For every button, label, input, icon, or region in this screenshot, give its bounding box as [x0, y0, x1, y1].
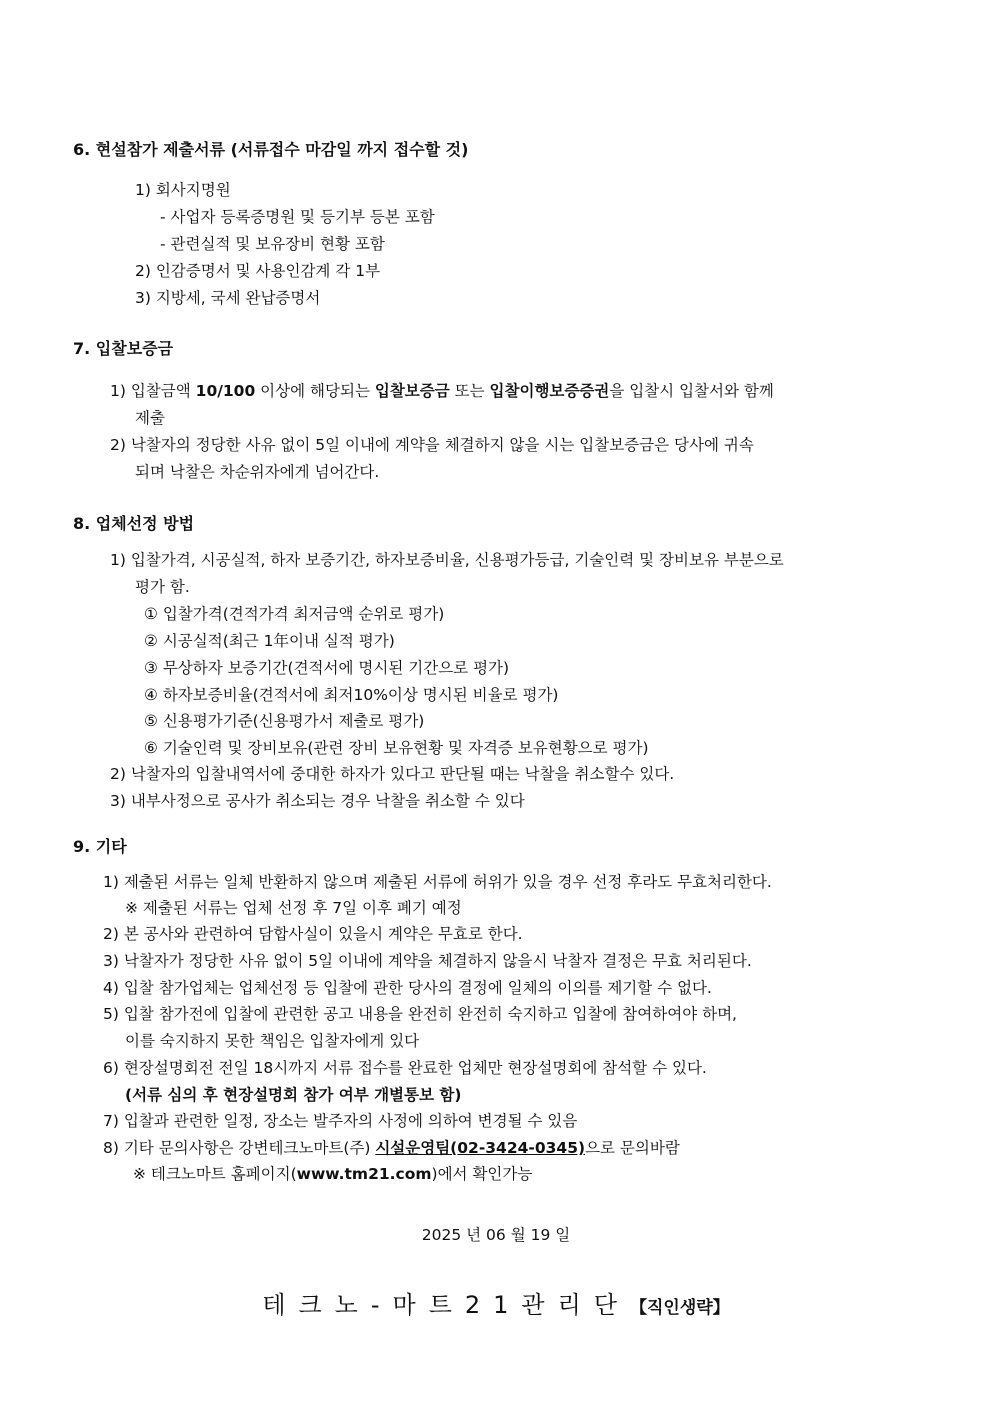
s9-item-1: 1) 제출된 서류는 일체 반환하지 않으며 제출된 서류에 허위가 있을 경우 선정 후라도 무효처리한다. — [103, 873, 772, 891]
s8-criterion-1: ① 입찰가격(견적가격 최저금액 순위로 평가) — [144, 605, 445, 623]
s9-item-8 — [103, 1138, 680, 1158]
s6-item-3: 3) 지방세, 국세 완납증명서 — [135, 289, 321, 307]
s8-criterion-3: ③ 무상하자 보증기간(견적서에 명시된 기간으로 평가) — [144, 659, 510, 677]
s7-item-2-cont: 되며 낙찰은 차순위자에게 넘어간다. — [135, 463, 380, 481]
section-9-title: 9. 기타 — [73, 837, 127, 856]
s7-item-1-cont: 제출 — [135, 409, 165, 427]
s9-item-6: 6) 현장설명회전 전일 18시까지 서류 접수를 완료한 업체만 현장설명회에 참석할 수 있다. — [103, 1059, 707, 1077]
organization-name: 테크노-마트21관리단 — [262, 1291, 630, 1319]
s7-item-1-deposit: 입찰보증금 — [374, 382, 450, 400]
s9-item-6-bold-note: (서류 심의 후 현장설명회 참가 여부 개별통보 함) — [125, 1086, 462, 1104]
s7-item-1-pre: 1) 입찰금액 — [110, 382, 196, 400]
s8-criterion-6: ⑥ 기술인력 및 장비보유(관련 장비 보유현황 및 자격증 보유현황으로 평가) — [144, 739, 649, 757]
s7-item-1 — [110, 381, 774, 401]
s9-item-8-post: 으로 문의바람 — [585, 1139, 680, 1157]
s6-item-1a: - 사업자 등록증명원 및 등기부 등본 포함 — [160, 208, 435, 226]
s9-item-8-note — [133, 1164, 532, 1184]
s8-criterion-2: ② 시공실적(최근 1年이내 실적 평가) — [144, 632, 395, 650]
s7-item-1-mid2: 또는 — [449, 382, 490, 400]
s7-item-1-bond: 입찰이행보증증권 — [489, 382, 610, 400]
s9-item-4: 4) 입찰 참가업체는 업체선정 등 입찰에 관한 당사의 결정에 일체의 이의를 제기할 수 없다. — [103, 979, 712, 997]
seal-note: 【직인생략】 — [629, 1298, 730, 1318]
s9-item-1-note: ※ 제출된 서류는 업체 선정 후 7일 이후 폐기 예정 — [125, 899, 462, 917]
signature-line — [0, 1290, 992, 1323]
s7-item-1-ratio: 10/100 — [195, 382, 256, 400]
s6-item-2: 2) 인감증명서 및 사용인감계 각 1부 — [135, 262, 381, 280]
document-date: 2025 년 06 월 19 일 — [421, 1226, 571, 1244]
section-7-title: 7. 입찰보증금 — [73, 339, 174, 358]
s6-item-1: 1) 회사지명원 — [135, 181, 231, 199]
section-8-title: 8. 업체선정 방법 — [73, 514, 195, 533]
s6-item-1b: - 관련실적 및 보유장비 현황 포함 — [160, 235, 385, 253]
s9-item-2: 2) 본 공사와 관련하여 담합사실이 있을시 계약은 무효로 한다. — [103, 925, 523, 943]
s8-item-3: 3) 내부사정으로 공사가 취소되는 경우 낙찰을 취소할 수 있다 — [110, 792, 525, 810]
section-6-title: 6. 현설참가 제출서류 (서류접수 마감일 까지 접수할 것) — [73, 140, 469, 159]
s9-item-8-pre: 8) 기타 문의사항은 강변테크노마트(주) — [103, 1139, 376, 1157]
s9-item-5: 5) 입찰 참가전에 입찰에 관련한 공고 내용을 완전히 완전히 숙지하고 입찰에 참여하여야 하며, — [103, 1005, 737, 1023]
s7-item-1-mid1: 이상에 해당되는 — [255, 382, 375, 400]
s9-item-7: 7) 입찰과 관련한 일정, 장소는 발주자의 사정에 의하여 변경될 수 있음 — [103, 1112, 578, 1130]
s8-criterion-5: ⑤ 신용평가기준(신용평가서 제출로 평가) — [144, 712, 425, 730]
s7-item-2: 2) 낙찰자의 정당한 사유 없이 5일 이내에 계약을 체결하지 않을 시는 입찰보증금은 당사에 귀속 — [110, 436, 754, 454]
s9-item-8-note-post: )에서 확인가능 — [431, 1165, 533, 1183]
s8-item-1: 1) 입찰가격, 시공실적, 하자 보증기간, 하자보증비율, 신용평가등급, 기술인력 및 장비보유 부분으로 — [110, 551, 784, 569]
s7-item-1-post: 을 입찰시 입찰서와 함께 — [609, 382, 774, 400]
s8-criterion-4: ④ 하자보증비율(견적서에 최저10%이상 명시된 비율로 평가) — [144, 686, 559, 704]
homepage-url: www.tm21.com — [296, 1165, 432, 1183]
s8-item-2: 2) 낙찰자의 입찰내역서에 중대한 하자가 있다고 판단될 때는 낙찰을 취소할수 있다. — [110, 765, 675, 783]
s9-item-3: 3) 낙찰자가 정당한 사유 없이 5일 이내에 계약을 체결하지 않을시 낙찰자 결정은 무효 처리된다. — [103, 952, 752, 970]
s9-item-8-contact: 시설운영팀(02-3424-0345) — [375, 1139, 586, 1157]
s8-item-1-cont: 평가 함. — [135, 578, 190, 596]
s9-item-8-note-pre: ※ 테크노마트 홈페이지( — [133, 1165, 297, 1183]
s9-item-5-cont: 이를 숙지하지 못한 책임은 입찰자에게 있다 — [125, 1032, 420, 1050]
